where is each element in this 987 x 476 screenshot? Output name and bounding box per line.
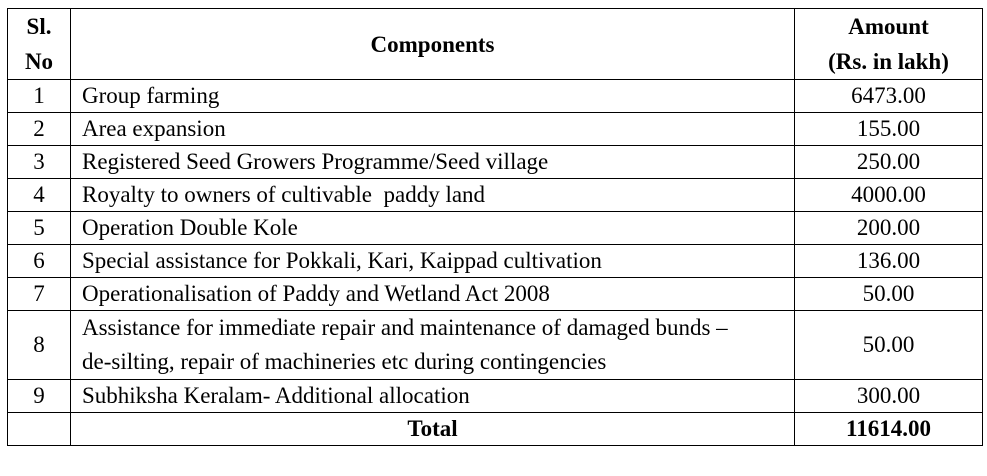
row-amount: 155.00 [795,113,983,146]
row-amount: 6473.00 [795,80,983,113]
header-amount-line1: Amount [848,14,929,39]
header-sl-no [8,9,71,80]
row-number: 1 [8,80,71,113]
total-label: Total [71,413,795,446]
row-component: Assistance for immediate repair and maintenance of damaged bunds – de-silting, repair of machineries etc during contingencies [71,311,795,380]
header-amount [795,9,983,80]
total-row [8,413,983,446]
row-number: 6 [8,245,71,278]
row-component: Registered Seed Growers Programme/Seed village [71,146,795,179]
table-row [8,380,983,413]
table-row [8,113,983,146]
row-component: Area expansion [71,113,795,146]
row-amount: 50.00 [795,311,983,380]
row-component: Group farming [71,80,795,113]
table-row [8,311,983,380]
row-amount: 136.00 [795,245,983,278]
table-row [8,212,983,245]
row-amount: 300.00 [795,380,983,413]
table-row [8,278,983,311]
row-number: 9 [8,380,71,413]
row-component: Royalty to owners of cultivable paddy land [71,179,795,212]
row-component: Operation Double Kole [71,212,795,245]
table-row [8,179,983,212]
row-number: 5 [8,212,71,245]
row-component: Special assistance for Pokkali, Kari, Kaippad cultivation [71,245,795,278]
header-sl-no-line1: Sl. [26,14,52,39]
header-components: Components [71,9,795,80]
total-amount: 11614.00 [795,413,983,446]
row-amount: 4000.00 [795,179,983,212]
total-empty-cell [8,413,71,446]
allocation-table [7,8,983,446]
row-number: 2 [8,113,71,146]
row-amount: 50.00 [795,278,983,311]
row-number: 8 [8,311,71,380]
header-amount-line2: (Rs. in lakh) [828,49,949,74]
row-number: 3 [8,146,71,179]
row-number: 4 [8,179,71,212]
table-row [8,80,983,113]
header-row [8,9,983,80]
header-sl-no-line2: No [24,49,54,74]
row-component: Operationalisation of Paddy and Wetland Act 2008 [71,278,795,311]
row-amount: 200.00 [795,212,983,245]
row-component: Subhiksha Keralam- Additional allocation [71,380,795,413]
row-amount: 250.00 [795,146,983,179]
row-number: 7 [8,278,71,311]
table-row [8,245,983,278]
table-row [8,146,983,179]
